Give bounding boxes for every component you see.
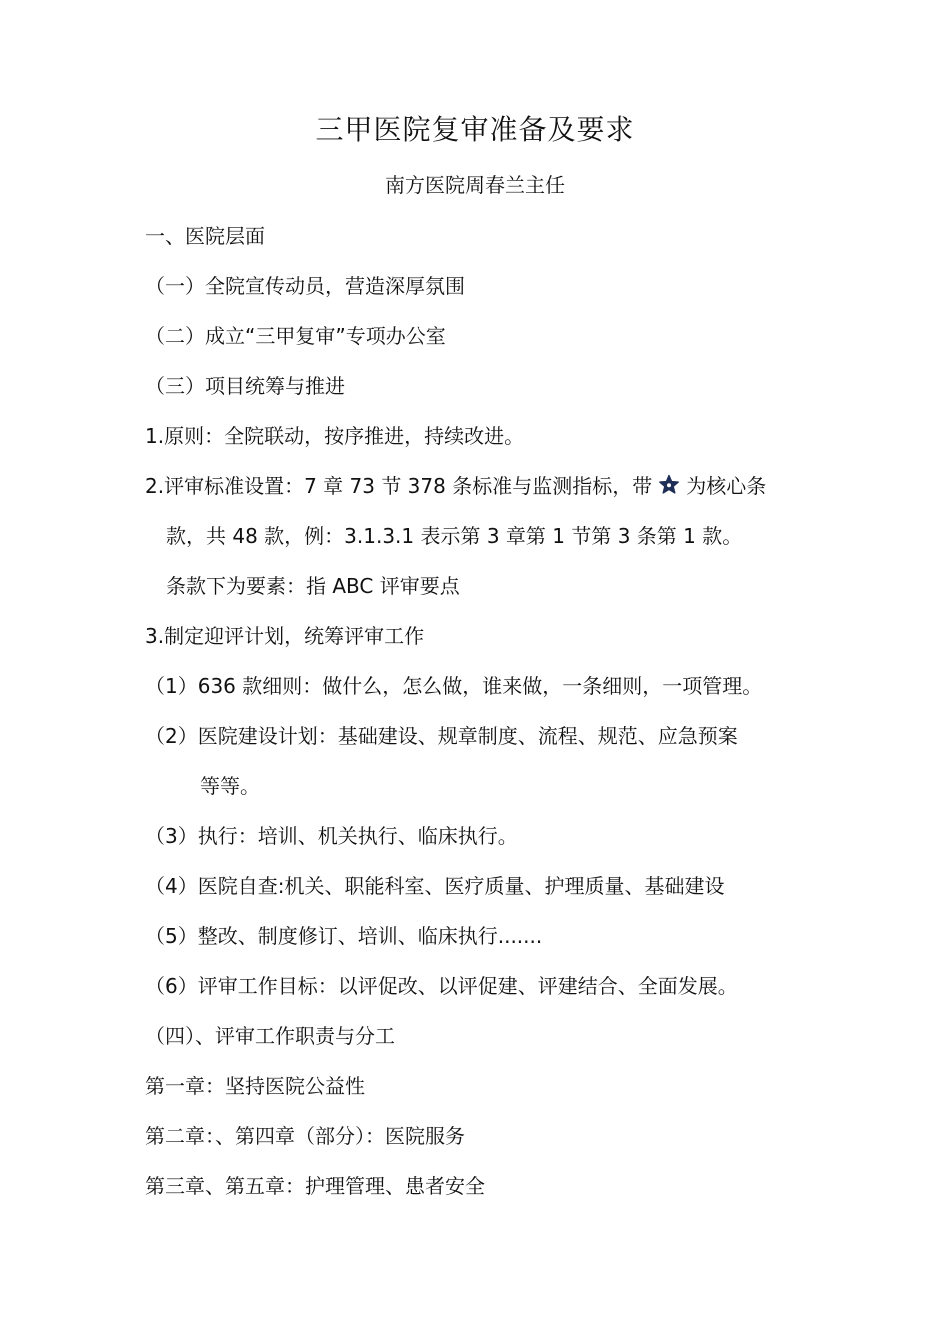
star-icon bbox=[658, 474, 680, 496]
subsection-heading: （二）成立“三甲复审”专项办公室 bbox=[145, 324, 446, 348]
sub-list-item: （3）执行：培训、机关执行、临床执行。 bbox=[145, 824, 518, 848]
subsection-heading: （四）、评审工作职责与分工 bbox=[145, 1024, 395, 1048]
section-heading: 一、医院层面 bbox=[145, 224, 265, 248]
list-item bbox=[145, 471, 766, 501]
document-subtitle: 南方医院周春兰主任 bbox=[385, 173, 565, 197]
sub-list-item: （4）医院自查:机关、职能科室、医疗质量、护理质量、基础建设 bbox=[145, 874, 725, 898]
subsection-heading: （一）全院宣传动员，营造深厚氛围 bbox=[145, 274, 465, 298]
list-item-continuation: 条款下为要素：指 ABC 评审要点 bbox=[166, 574, 460, 598]
list-item-text: 为核心条 bbox=[686, 474, 767, 498]
list-item: 1.原则：全院联动，按序推进，持续改进。 bbox=[145, 424, 525, 448]
list-item: 3.制定迎评计划，统筹评审工作 bbox=[145, 624, 425, 648]
list-item-continuation: 款，共 48 款，例：3.1.3.1 表示第 3 章第 1 节第 3 条第 1 款。 bbox=[166, 524, 743, 548]
chapter-item: 第三章、第五章：护理管理、患者安全 bbox=[145, 1174, 485, 1198]
sub-list-item: （6）评审工作目标：以评促改、以评促建、评建结合、全面发展。 bbox=[145, 974, 738, 998]
sub-list-item-continuation: 等等。 bbox=[200, 774, 260, 798]
subsection-heading: （三）项目统筹与推进 bbox=[145, 374, 345, 398]
chapter-item: 第一章：坚持医院公益性 bbox=[145, 1074, 365, 1098]
sub-list-item: （1）636 款细则：做什么，怎么做，谁来做，一条细则，一项管理。 bbox=[145, 674, 763, 698]
chapter-item: 第二章：、第四章（部分）：医院服务 bbox=[145, 1124, 465, 1148]
document-title: 三甲医院复审准备及要求 bbox=[315, 113, 635, 146]
sub-list-item: （2）医院建设计划：基础建设、规章制度、流程、规范、应急预案 bbox=[145, 724, 738, 748]
list-item-text: 2.评审标准设置：7 章 73 节 378 条标准与监测指标，带 bbox=[145, 474, 653, 498]
sub-list-item: （5）整改、制度修订、培训、临床执行....... bbox=[145, 924, 543, 948]
